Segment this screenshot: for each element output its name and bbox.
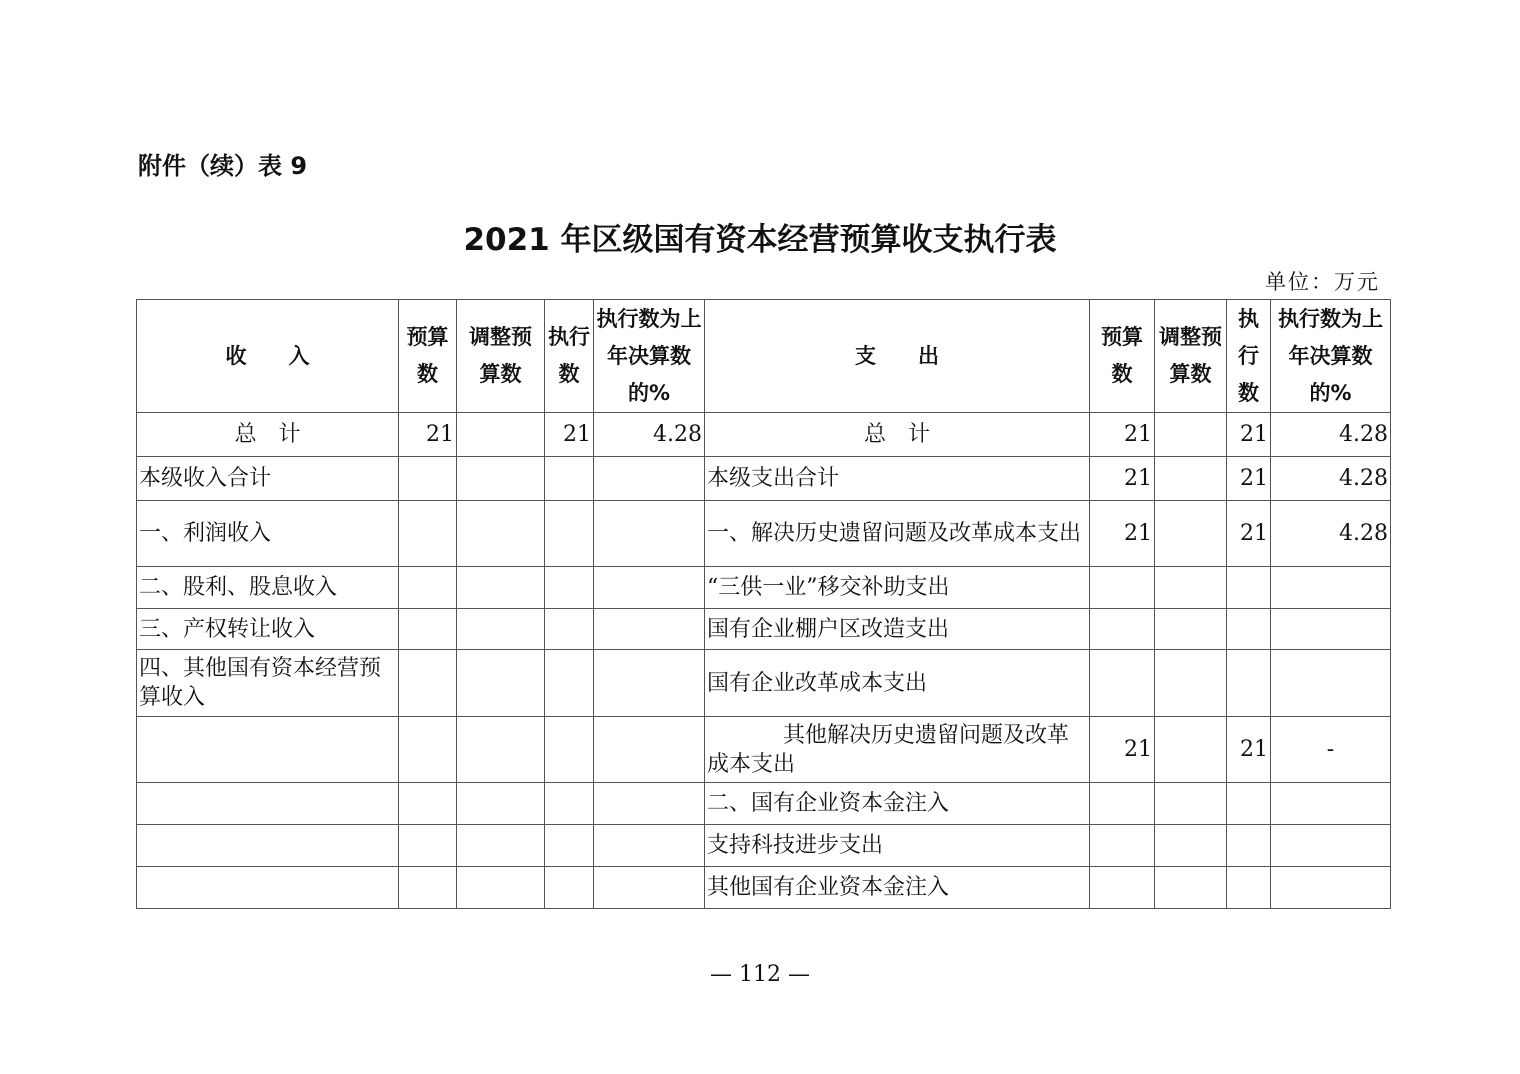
expense-cell: 国有企业棚户区改造支出 <box>705 609 1090 650</box>
expense-adjusted-cell <box>1155 501 1227 567</box>
table-row <box>137 413 1391 457</box>
expense-executed-cell: 21 <box>1227 717 1271 783</box>
income-cell: 总 计 <box>137 413 399 457</box>
header-percent-prior-year-expense: 执行数为上年决算数的% <box>1271 300 1391 413</box>
income-executed-cell <box>545 825 594 867</box>
income-adjusted-cell <box>457 501 545 567</box>
table-row <box>137 717 1391 783</box>
income-executed-cell <box>545 867 594 909</box>
expense-percent-cell: 4.28 <box>1271 501 1391 567</box>
income-executed-cell <box>545 783 594 825</box>
income-adjusted-cell <box>457 867 545 909</box>
income-budget-cell <box>399 717 457 783</box>
expense-percent-cell: - <box>1271 717 1391 783</box>
header-percent-prior-year: 执行数为上年决算数的% <box>594 300 705 413</box>
expense-executed-cell <box>1227 609 1271 650</box>
income-adjusted-cell <box>457 413 545 457</box>
income-adjusted-cell <box>457 650 545 717</box>
expense-adjusted-cell <box>1155 457 1227 501</box>
expense-cell: 总 计 <box>705 413 1090 457</box>
income-budget-cell <box>399 501 457 567</box>
expense-adjusted-cell <box>1155 567 1227 609</box>
header-adjusted-budget-expense: 调整预算数 <box>1155 300 1227 413</box>
expense-budget-cell <box>1090 825 1155 867</box>
income-executed-cell: 21 <box>545 413 594 457</box>
expense-cell: 一、解决历史遗留问题及改革成本支出 <box>705 501 1090 567</box>
budget-table <box>136 299 1391 909</box>
expense-executed-cell <box>1227 650 1271 717</box>
expense-cell: 支持科技进步支出 <box>705 825 1090 867</box>
expense-budget-cell <box>1090 650 1155 717</box>
income-cell: 二、股利、股息收入 <box>137 567 399 609</box>
table-row <box>137 783 1391 825</box>
income-percent-cell <box>594 867 705 909</box>
table-row <box>137 501 1391 567</box>
expense-adjusted-cell <box>1155 867 1227 909</box>
income-adjusted-cell <box>457 609 545 650</box>
income-budget-cell <box>399 457 457 501</box>
expense-budget-cell: 21 <box>1090 717 1155 783</box>
header-executed-expense: 执行数 <box>1227 300 1271 413</box>
income-adjusted-cell <box>457 567 545 609</box>
income-percent-cell <box>594 609 705 650</box>
income-executed-cell <box>545 609 594 650</box>
table-header-row <box>137 300 1391 413</box>
expense-percent-cell <box>1271 650 1391 717</box>
table-row <box>137 867 1391 909</box>
expense-cell: 其他国有企业资本金注入 <box>705 867 1090 909</box>
income-percent-cell <box>594 717 705 783</box>
income-percent-cell <box>594 650 705 717</box>
expense-adjusted-cell <box>1155 783 1227 825</box>
header-adjusted-budget: 调整预算数 <box>457 300 545 413</box>
income-adjusted-cell <box>457 457 545 501</box>
income-percent-cell <box>594 783 705 825</box>
expense-executed-cell <box>1227 825 1271 867</box>
income-budget-cell: 21 <box>399 413 457 457</box>
income-percent-cell <box>594 567 705 609</box>
income-adjusted-cell <box>457 783 545 825</box>
header-executed: 执行数 <box>545 300 594 413</box>
expense-executed-cell <box>1227 567 1271 609</box>
expense-budget-cell: 21 <box>1090 457 1155 501</box>
attachment-label: 附件（续）表 9 <box>138 152 308 180</box>
income-cell: 一、利润收入 <box>137 501 399 567</box>
expense-executed-cell: 21 <box>1227 457 1271 501</box>
expense-percent-cell <box>1271 567 1391 609</box>
income-budget-cell <box>399 609 457 650</box>
expense-cell: 二、国有企业资本金注入 <box>705 783 1090 825</box>
income-percent-cell <box>594 501 705 567</box>
header-income: 收 入 <box>137 300 399 413</box>
expense-executed-cell: 21 <box>1227 501 1271 567</box>
table-row <box>137 457 1391 501</box>
income-executed-cell <box>545 717 594 783</box>
income-executed-cell <box>545 650 594 717</box>
expense-adjusted-cell <box>1155 825 1227 867</box>
income-budget-cell <box>399 650 457 717</box>
income-executed-cell <box>545 567 594 609</box>
expense-cell: 其他解决历史遗留问题及改革成本支出 <box>705 717 1090 783</box>
expense-executed-cell <box>1227 783 1271 825</box>
header-expense: 支 出 <box>705 300 1090 413</box>
expense-cell: “三供一业”移交补助支出 <box>705 567 1090 609</box>
expense-percent-cell <box>1271 867 1391 909</box>
income-cell <box>137 717 399 783</box>
expense-adjusted-cell <box>1155 609 1227 650</box>
table-row <box>137 650 1391 717</box>
unit-label: 单位：万元 <box>1265 270 1380 294</box>
expense-percent-cell: 4.28 <box>1271 413 1391 457</box>
expense-percent-cell: 4.28 <box>1271 457 1391 501</box>
expense-budget-cell: 21 <box>1090 501 1155 567</box>
header-budget: 预算数 <box>399 300 457 413</box>
income-percent-cell <box>594 825 705 867</box>
table-row <box>137 609 1391 650</box>
expense-percent-cell <box>1271 825 1391 867</box>
expense-budget-cell <box>1090 783 1155 825</box>
income-cell <box>137 867 399 909</box>
expense-executed-cell: 21 <box>1227 413 1271 457</box>
expense-adjusted-cell <box>1155 650 1227 717</box>
page-number: — 112 — <box>710 962 810 987</box>
income-cell: 四、其他国有资本经营预算收入 <box>137 650 399 717</box>
income-budget-cell <box>399 825 457 867</box>
expense-percent-cell <box>1271 783 1391 825</box>
expense-cell: 国有企业改革成本支出 <box>705 650 1090 717</box>
expense-adjusted-cell <box>1155 413 1227 457</box>
expense-budget-cell <box>1090 867 1155 909</box>
table-row <box>137 825 1391 867</box>
income-cell: 本级收入合计 <box>137 457 399 501</box>
income-executed-cell <box>545 501 594 567</box>
expense-executed-cell <box>1227 867 1271 909</box>
income-adjusted-cell <box>457 825 545 867</box>
expense-cell: 本级支出合计 <box>705 457 1090 501</box>
table-row <box>137 567 1391 609</box>
income-budget-cell <box>399 783 457 825</box>
income-cell: 三、产权转让收入 <box>137 609 399 650</box>
income-cell <box>137 825 399 867</box>
income-budget-cell <box>399 867 457 909</box>
expense-budget-cell <box>1090 567 1155 609</box>
income-percent-cell <box>594 457 705 501</box>
income-adjusted-cell <box>457 717 545 783</box>
income-cell <box>137 783 399 825</box>
expense-adjusted-cell <box>1155 717 1227 783</box>
expense-budget-cell <box>1090 609 1155 650</box>
income-percent-cell: 4.28 <box>594 413 705 457</box>
expense-budget-cell: 21 <box>1090 413 1155 457</box>
income-executed-cell <box>545 457 594 501</box>
page-title: 2021 年区级国有资本经营预算收支执行表 <box>463 222 1057 258</box>
income-budget-cell <box>399 567 457 609</box>
header-budget-expense: 预算数 <box>1090 300 1155 413</box>
expense-percent-cell <box>1271 609 1391 650</box>
